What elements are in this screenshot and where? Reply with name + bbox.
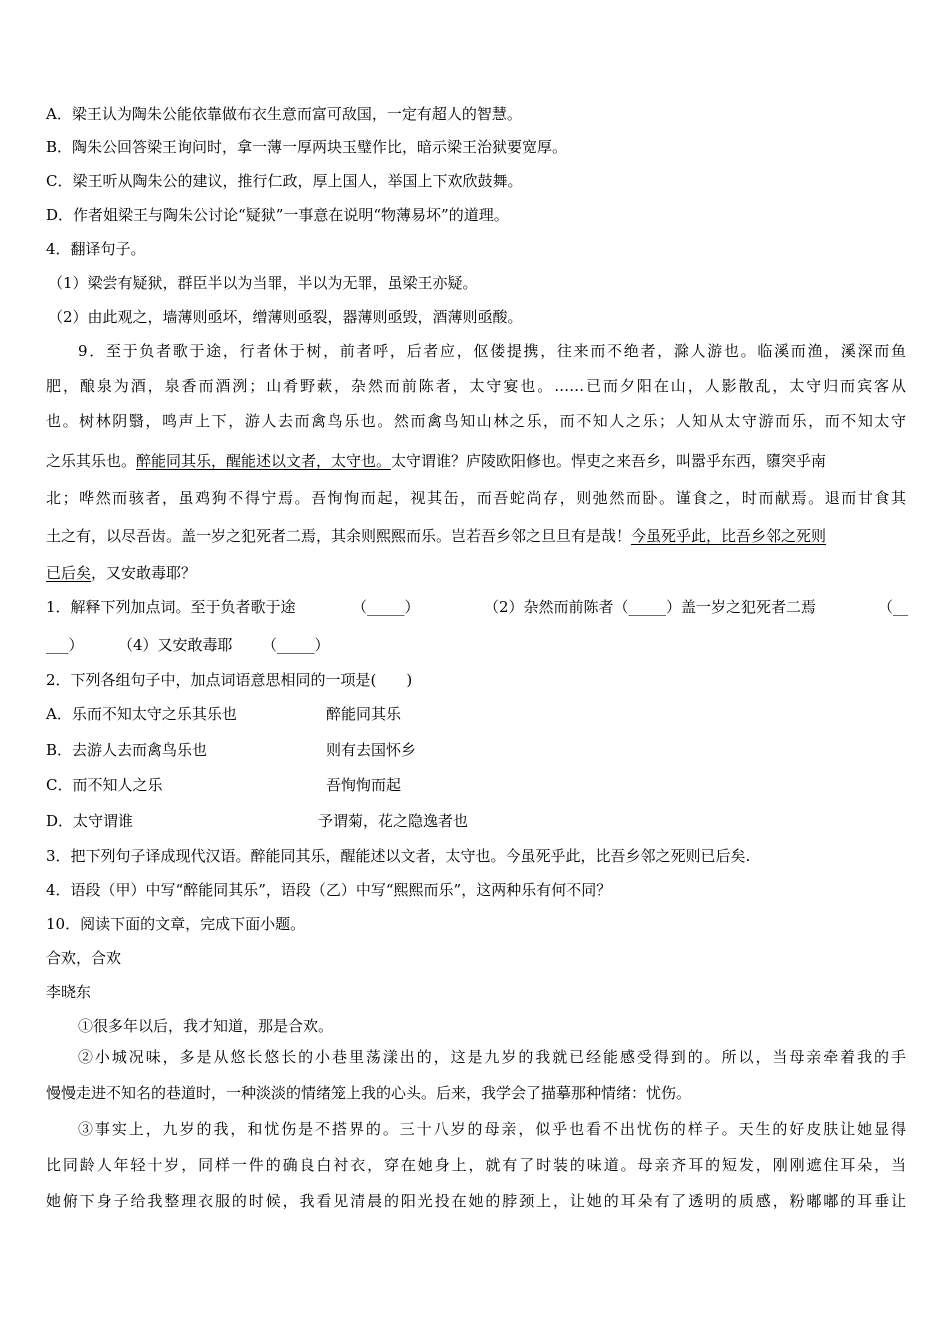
q9-line-6-start: 土之有，以尽吾齿。盖一岁之犯死者二焉，其余则熙熙而乐。岂若吾乡邻之旦旦有是哉！ [46, 527, 632, 545]
q9-q4-prompt: 4．语段（甲）中写“醉能同其乐”，语段（乙）中写“熙熙而乐”，这两种乐有何不同？ [46, 881, 612, 899]
q3-option-b: B．陶朱公回答梁王询问时，拿一薄一厚两块玉璧作比，暗示梁王治狱要宽厚。 [46, 138, 568, 156]
q9-line-4-end: 太守谓谁？庐陵欧阳修也。悍吏之来吾乡，叫嚣乎东西，隳突乎南 [391, 452, 827, 470]
q10-paragraph-2-line-1: ②小城况味，多是从悠长悠长的小巷里荡漾出的，这是九岁的我就已经能感受得到的。所以，当母亲牵着我的手 [78, 1048, 906, 1066]
answer-blank-2[interactable]: _____ [628, 598, 667, 616]
q9-underlined-sentence-1: 醉能同其乐，醒能述以文者，太守也。 [136, 452, 392, 470]
q4-sentence-2: （2）由此观之，墙薄则亟坏，缯薄则亟裂，器薄则亟毁，酒薄则亟酸。 [48, 308, 523, 326]
paren-close: ） [314, 636, 330, 654]
q9-q1-item-2 [484, 597, 816, 617]
q9-line-7-end: ，又安敢毒耶？ [91, 564, 197, 582]
q3-option-a: A．梁王认为陶朱公能依靠做布衣生意而富可敌国，一定有超人的智慧。 [46, 105, 522, 123]
q10-paragraph-3-line-1: ③事实上，九岁的我，和忧伤是不搭界的。三十八岁的母亲，似乎也看不出忧伤的样子。天生的好皮肤让她显得 [78, 1120, 906, 1138]
q9-passage-line-5: 北；哗然而骇者，虽鸡狗不得宁焉。吾恂恂而起，视其缶，而吾蛇尚存，则弛然而卧。谨食之，时而献焉。退而甘食其 [46, 489, 906, 507]
q9-passage-line-4 [46, 451, 906, 471]
paren-open: （ [262, 636, 278, 654]
q9-q2-option-b-pair: 则有去国怀乡 [326, 741, 417, 759]
q9-q1-answer-4 [262, 635, 330, 655]
answer-blank-3-end[interactable]: ___） [46, 636, 84, 654]
q9-q2-option-b: B．去游人去而禽鸟乐也 [46, 741, 208, 759]
q9-q2-option-d-pair: 予谓菊，花之隐逸者也 [318, 812, 469, 830]
q9-q1-item-4: （4）又安敢毒耶 [118, 636, 233, 654]
q9-passage-line-1: 9．至于负者歌于途，行者休于树，前者呼，后者应，伛偻提携，往来而不绝者，滁人游也。临溪而渔，溪深而鱼 [78, 342, 906, 360]
q9-q1-answer-1 [352, 597, 420, 617]
q9-q2-option-a-pair: 醉能同其乐 [326, 705, 402, 723]
q4-title: 4．翻译句子。 [46, 240, 146, 258]
q10-paragraph-2-line-2: 慢慢走进不知名的巷道时，一种淡淡的情绪笼上我的心头。后来，我学会了描摹那种情绪：忧伤。 [46, 1084, 692, 1102]
q10-paragraph-1: ①很多年以后，我才知道，那是合欢。 [78, 1017, 334, 1035]
q3-option-c: C．梁王听从陶朱公的建议，推行仁政，厚上国人，举国上下欢欣鼓舞。 [46, 172, 523, 190]
q9-q2-option-c-pair: 吾恂恂而起 [326, 776, 402, 794]
q3-option-d: D．作者姐梁王与陶朱公讨论“疑狱”一事意在说明“物薄易坏”的道理。 [46, 206, 509, 224]
q9-q1-line-1 [46, 597, 296, 617]
paren-close: ） [404, 598, 420, 616]
q9-q2-option-c: C．而不知人之乐 [46, 776, 163, 794]
q9-line-4-start: 之乐其乐也。 [46, 452, 137, 470]
answer-blank-3-start[interactable]: （__ [878, 598, 909, 616]
q10-article-title: 合欢，合欢 [46, 949, 122, 967]
q10-intro: 10．阅读下面的文章，完成下面小题。 [46, 915, 306, 933]
paren-open: （ [352, 598, 368, 616]
q9-q1-prompt: 1．解释下列加点词。至于负者歌于途 [46, 598, 296, 616]
q9-q2-option-d: D．太守谓谁 [46, 812, 134, 830]
q10-paragraph-3-line-3: 她俯下身子给我整理衣服的时候，我看见清晨的阳光投在她的脖颈上，让她的耳朵有了透明的质感，粉嘟嘟的耳垂让 [46, 1192, 906, 1210]
q9-underlined-sentence-2: 今虽死乎此，比吾乡邻之死则 [631, 527, 827, 545]
q10-article-author: 李晓东 [46, 983, 92, 1001]
q9-q2-option-a: A．乐而不知太守之乐其乐也 [46, 705, 237, 723]
q4-sentence-1: （1）梁尝有疑狱，群臣半以为当罪，半以为无罪，虽梁王亦疑。 [48, 274, 478, 292]
q9-q1-item-3-text: ）盖一岁之犯死者二焉 [666, 598, 817, 616]
q9-underlined-sentence-2-end: 已后矣 [46, 564, 92, 582]
answer-blank-1[interactable]: _____ [367, 598, 405, 616]
q9-q2-prompt: 2．下列各组句子中，加点词语意思相同的一项是( ) [46, 671, 413, 689]
q9-passage-line-7 [46, 563, 196, 583]
q9-q3-prompt: 3．把下列句子译成现代汉语。醉能同其乐，醒能述以文者，太守也。今虽死乎此，比吾乡邻之死则已后矣. [46, 847, 751, 865]
answer-blank-4[interactable]: _____ [277, 636, 315, 654]
q10-paragraph-3-line-2: 比同龄人年轻十岁，同样一件的确良白衬衣，穿在她身上，就有了时装的味道。母亲齐耳的短发，刚刚遮住耳朵，当 [46, 1156, 906, 1174]
q9-passage-line-6 [46, 526, 906, 546]
q9-q1-item-2-text: （2）杂然而前陈者（ [484, 598, 629, 616]
q9-passage-line-2: 肥，酿泉为酒，泉香而酒洌；山肴野蔌，杂然而前陈者，太守宴也。……已而夕阳在山，人影散乱，太守归而宾客从 [46, 377, 906, 395]
q9-passage-line-3: 也。树林阴翳，鸣声上下，游人去而禽鸟乐也。然而禽鸟知山林之乐，而不知人之乐；人知从太守游而乐，而不知太守 [46, 412, 906, 430]
